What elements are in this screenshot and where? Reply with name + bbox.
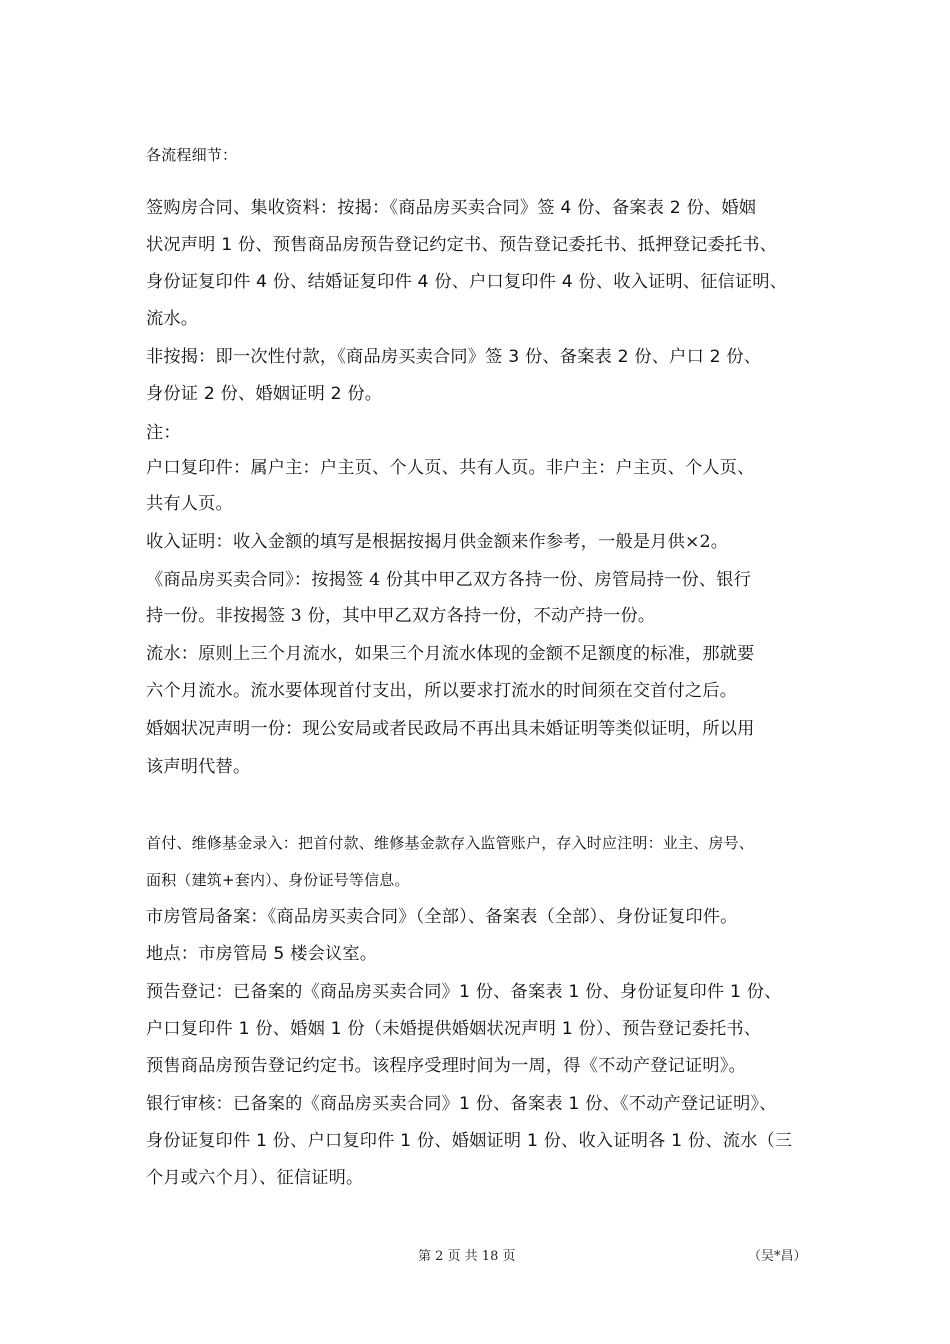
paragraph-line: 非按揭：即一次性付款，《商品房买卖合同》签 3 份、备案表 2 份、户口 2 份、 [146, 347, 762, 367]
paragraph-line: 户口复印件 1 份、婚姻 1 份（未婚提供婚姻状况声明 1 份）、预告登记委托书、 [146, 1019, 762, 1039]
paragraph-line: 身份证复印件 4 份、结婚证复印件 4 份、户口复印件 4 份、收入证明、征信证明、 [146, 272, 788, 292]
paragraph-line: 首付、维修基金录入：把首付款、维修基金款存入监管账户，存入时应注明：业主、房号、 [146, 834, 755, 852]
paragraph-line: 婚姻状况声明一份：现公安局或者民政局不再出具未婚证明等类似证明，所以用 [146, 719, 755, 739]
paragraph-line: 预售商品房预告登记约定书。该程序受理时间为一周，得《不动产登记证明》。 [146, 1056, 746, 1076]
paragraph-line: 《商品房买卖合同》：按揭签 4 份其中甲乙双方各持一份、房管局持一份、银行 [146, 570, 752, 590]
paragraph-line: 状况声明 1 份、预售商品房预告登记约定书、预告登记委托书、抵押登记委托书、 [146, 235, 778, 255]
paragraph-line: 共有人页。 [146, 494, 233, 514]
page-number: 第 2 页 共 18 页 [418, 1249, 516, 1264]
paragraph-line: 持一份。非按揭签 3 份，其中甲乙双方各持一份，不动产持一份。 [146, 606, 656, 626]
note-heading: 注： [146, 423, 181, 443]
paragraph-line: 流水：原则上三个月流水，如果三个月流水体现的金额不足额度的标准，那就要 [146, 644, 755, 664]
footer-author: （吴*昌） [748, 1249, 807, 1264]
paragraph-line: 预告登记：已备案的《商品房买卖合同》1 份、备案表 1 份、身份证复印件 1 份、 [146, 982, 782, 1002]
paragraph-line: 身份证复印件 1 份、户口复印件 1 份、婚姻证明 1 份、收入证明各 1 份、流水（三 [146, 1131, 793, 1151]
paragraph-line: 地点：市房管局 5 楼会议室。 [146, 944, 378, 964]
paragraph-line: 收入证明：收入金额的填写是根据按揭月供金额来作参考，一般是月供×2。 [146, 532, 729, 552]
paragraph-line: 六个月流水。流水要体现首付支出，所以要求打流水的时间须在交首付之后。 [146, 681, 738, 701]
paragraph-line: 面积（建筑+套内）、身份证号等信息。 [146, 871, 410, 889]
paragraph-line: 户口复印件：属户主：户主页、个人页、共有人页。非户主：户主页、个人页、 [146, 458, 755, 478]
paragraph-line: 个月或六个月）、征信证明。 [146, 1168, 364, 1188]
paragraph-line: 银行审核：已备案的《商品房买卖合同》1 份、备案表 1 份、《不动产登记证明》、 [146, 1094, 777, 1114]
paragraph-line: 签购房合同、集收资料：按揭：《商品房买卖合同》签 4 份、备案表 2 份、婚姻 [146, 198, 757, 218]
paragraph-line: 市房管局备案：《商品房买卖合同》（全部）、备案表（全部）、身份证复印件。 [146, 907, 738, 927]
paragraph-line: 该声明代替。 [146, 757, 251, 777]
paragraph-line: 身份证 2 份、婚姻证明 2 份。 [146, 384, 383, 404]
paragraph-line: 流水。 [146, 309, 199, 329]
page-heading: 各流程细节： [146, 146, 238, 164]
